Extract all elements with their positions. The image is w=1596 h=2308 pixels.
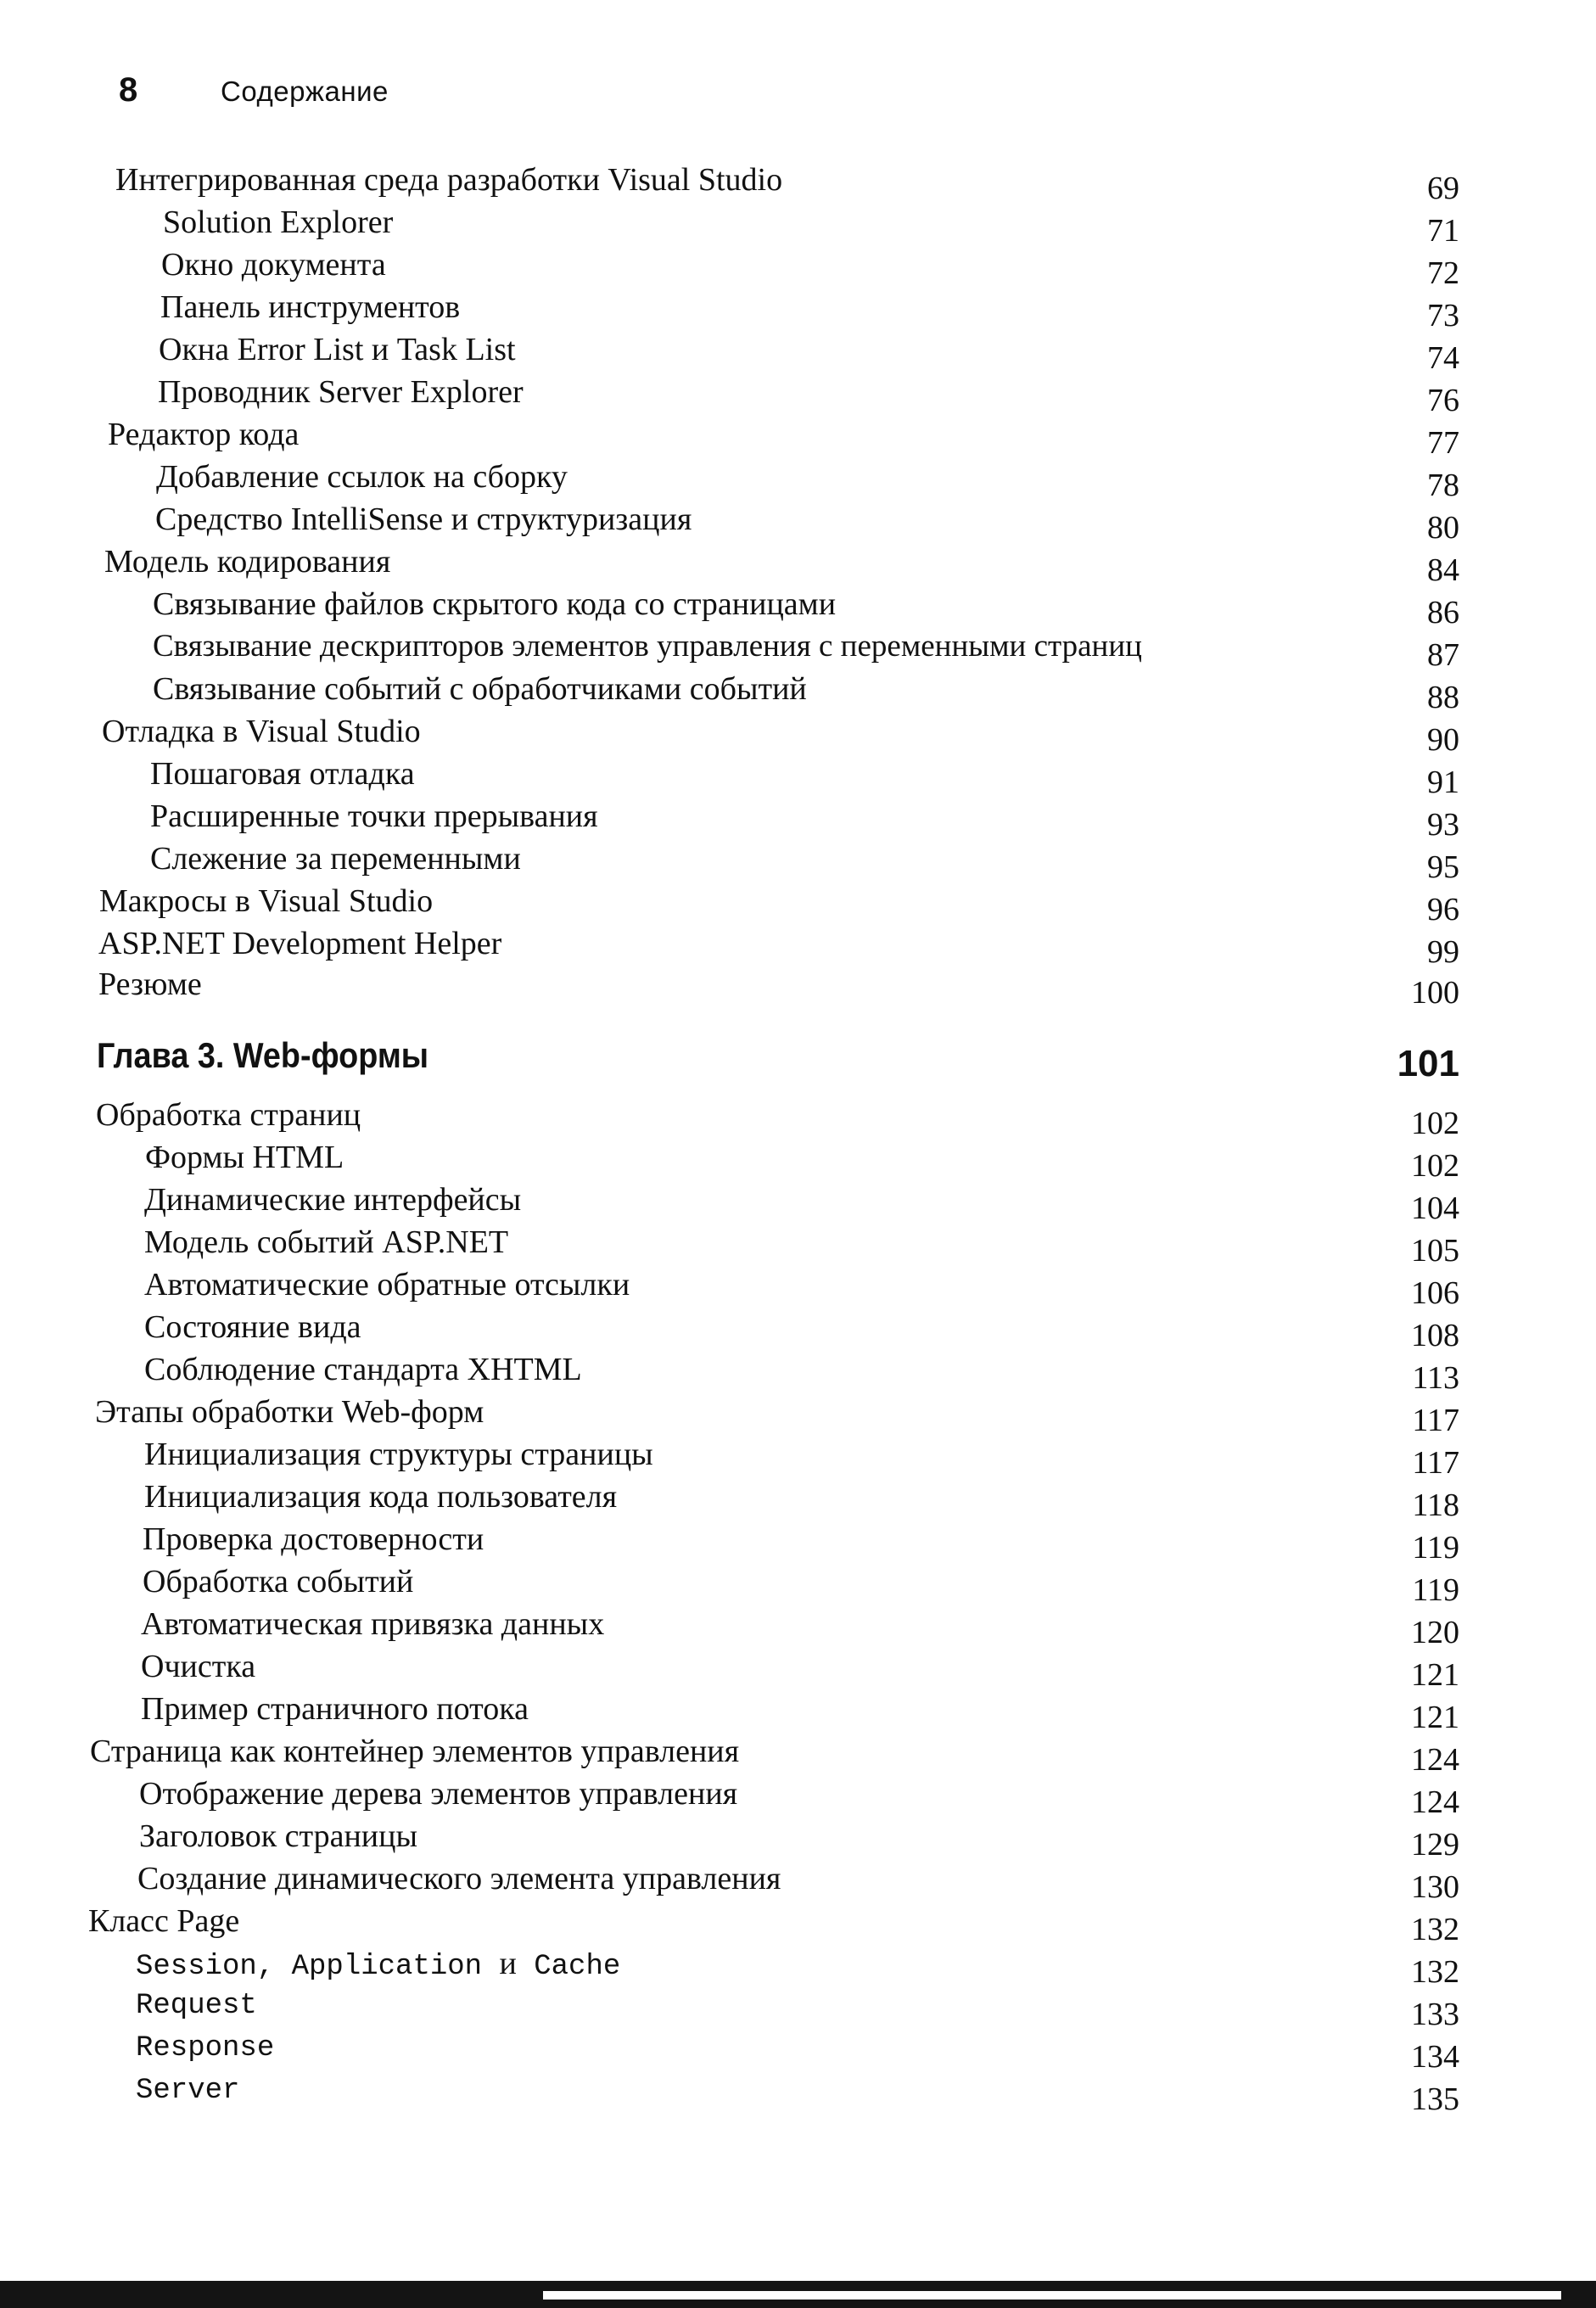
toc-entry-page: 100 (1411, 975, 1459, 1011)
toc-entry-page: 117 (1412, 1403, 1459, 1438)
toc-entry (0, 1561, 1459, 1608)
toc-entry-title: Отображение дерева элементов управления (139, 1776, 738, 1812)
toc-entry (0, 1434, 1459, 1481)
toc-entry-page: 119 (1412, 1530, 1459, 1566)
toc-entry-title: Проверка достоверности (143, 1521, 484, 1557)
toc-entry-page: 119 (1412, 1572, 1459, 1608)
toc-entry-page: 105 (1411, 1233, 1459, 1269)
toc-entry (0, 1137, 1459, 1184)
toc-entry-title: Solution Explorer (163, 204, 394, 240)
toc-entry (0, 626, 1459, 673)
toc-entry-title: Формы HTML (145, 1140, 344, 1175)
toc-entry-page: 80 (1427, 510, 1459, 546)
chapter-title: Глава 3. Web-формы (97, 1035, 429, 1075)
toc-entry-page: 87 (1427, 637, 1459, 673)
toc-entry-page: 108 (1411, 1318, 1459, 1353)
toc-entry-page: 132 (1411, 1912, 1459, 1947)
toc-entry (0, 1943, 1459, 1990)
toc-entry-page: 102 (1411, 1148, 1459, 1184)
toc-entry-page: 90 (1427, 722, 1459, 758)
toc-entry-title: Отладка в Visual Studio (102, 714, 421, 749)
toc-entry (0, 287, 1459, 333)
toc-entry-title: Средство IntelliSense и структуризация (155, 501, 692, 537)
toc-entry-page: 74 (1427, 340, 1459, 376)
toc-entry (0, 414, 1459, 461)
toc-entry-title: Модель кодирования (104, 544, 391, 580)
toc-entry-page: 71 (1427, 213, 1459, 249)
toc-entry-page: 134 (1411, 2039, 1459, 2075)
toc-entry (0, 160, 1459, 206)
toc-entry-page: 124 (1411, 1742, 1459, 1778)
toc-entry-title: Панель инструментов (160, 289, 461, 325)
toc-entry-page: 93 (1427, 807, 1459, 843)
toc-entry-title: Session, Application и Cache (136, 1946, 621, 1983)
toc-entry-title: ASP.NET Development Helper (98, 926, 502, 961)
toc-entry (0, 1264, 1459, 1311)
toc-entry-page: 86 (1427, 595, 1459, 630)
toc-entry-title: Класс Page (88, 1903, 240, 1939)
toc-entry-page: 133 (1411, 1997, 1459, 2032)
toc-entry-page: 113 (1412, 1360, 1459, 1396)
chapter-heading (0, 1032, 1459, 1083)
toc-entry-page: 117 (1412, 1445, 1459, 1481)
toc-entry (0, 711, 1459, 758)
toc-entry (0, 499, 1459, 546)
toc-entry-page: 77 (1427, 425, 1459, 461)
toc-entry-page: 96 (1427, 892, 1459, 927)
toc-entry-title: Очистка (141, 1649, 256, 1684)
chapter-page: 101 (1397, 1043, 1459, 1084)
toc-entry-title: Этапы обработки Web-форм (95, 1394, 484, 1430)
toc-entry (0, 1986, 1459, 2032)
toc-entry-page: 129 (1411, 1827, 1459, 1863)
toc-entry (0, 753, 1459, 800)
toc-entry-title: Окна Error List и Task List (159, 332, 516, 367)
toc-entry-page: 135 (1411, 2081, 1459, 2117)
toc-entry-page: 88 (1427, 680, 1459, 715)
toc-entry-page: 121 (1411, 1700, 1459, 1735)
toc-entry-title: Автоматическая привязка данных (141, 1606, 605, 1642)
toc-entry-page: 104 (1411, 1190, 1459, 1226)
toc-entry-title: Слежение за переменными (150, 841, 521, 877)
toc-entry (0, 541, 1459, 588)
toc-entry-title: Связывание дескрипторов элементов управления с переменными страниц (153, 629, 1142, 664)
toc-entry (0, 1095, 1459, 1141)
toc-entry-title: Добавление ссылок на сборку (156, 459, 568, 495)
toc-entry-title: Модель событий ASP.NET (144, 1224, 509, 1260)
toc-entry (0, 964, 1459, 1011)
toc-entry (0, 244, 1459, 291)
toc-entry-page: 106 (1411, 1275, 1459, 1311)
toc-entry-page: 132 (1411, 1954, 1459, 1990)
toc-entry-page: 69 (1427, 171, 1459, 206)
toc-entry (0, 2070, 1459, 2117)
toc-entry-title: Проводник Server Explorer (158, 374, 524, 410)
toc-entry-title: Состояние вида (144, 1309, 361, 1345)
toc-entry (0, 1519, 1459, 1566)
toc-entry (0, 1349, 1459, 1396)
toc-entry-title: Создание динамического элемента управления (137, 1861, 781, 1896)
toc-entry (0, 584, 1459, 630)
toc-entry (0, 1646, 1459, 1693)
toc-entry (0, 1773, 1459, 1820)
toc-entry (0, 669, 1459, 715)
toc-entry-page: 130 (1411, 1869, 1459, 1905)
toc-entry (0, 457, 1459, 503)
toc-entry-title: Динамические интерфейсы (144, 1182, 522, 1218)
toc-entry (0, 1476, 1459, 1523)
toc-entry (0, 1901, 1459, 1947)
page-header (119, 71, 389, 122)
toc-entry (0, 1689, 1459, 1735)
toc-entry-page: 102 (1411, 1106, 1459, 1141)
toc-entry-title: Request (136, 1990, 257, 2022)
toc-entry-page: 73 (1427, 298, 1459, 333)
toc-entry-title: Макросы в Visual Studio (99, 883, 434, 919)
toc-entry (0, 1604, 1459, 1650)
toc-entry-title: Связывание файлов скрытого кода со страницами (153, 586, 837, 622)
toc-entry-title: Автоматические обратные отсылки (144, 1267, 630, 1302)
running-title: Содержание (221, 76, 389, 107)
toc-entry (0, 1731, 1459, 1778)
toc-entry (0, 2028, 1459, 2075)
toc-entry (0, 1816, 1459, 1863)
toc-entry (0, 372, 1459, 418)
toc-entry (0, 329, 1459, 376)
toc-entry (0, 796, 1459, 843)
toc-entry (0, 1392, 1459, 1438)
toc-entry (0, 1858, 1459, 1905)
page-number: 8 (119, 71, 138, 109)
toc-entry-title: Инициализация кода пользователя (144, 1479, 618, 1515)
toc-entry-title: Страница как контейнер элементов управления (90, 1734, 740, 1769)
toc-entry (0, 1179, 1459, 1226)
toc-entry-page: 78 (1427, 468, 1459, 503)
toc-entry (0, 838, 1459, 885)
toc-entry (0, 1222, 1459, 1269)
toc-entry-page: 91 (1427, 765, 1459, 800)
toc-entry-title: Расширенные точки прерывания (150, 798, 598, 834)
toc-entry-page: 124 (1411, 1784, 1459, 1820)
toc-entry (0, 1307, 1459, 1353)
toc-entry-title: Редактор кода (108, 417, 300, 452)
toc-entry-title: Окно документа (161, 247, 386, 283)
toc-entry-page: 76 (1427, 383, 1459, 418)
toc-entry-title: Интегрированная среда разработки Visual Studio (115, 162, 783, 198)
toc-entry (0, 881, 1459, 927)
toc-entry-page: 99 (1427, 934, 1459, 970)
toc-entry-page: 72 (1427, 255, 1459, 291)
toc-entry-title: Server (136, 2075, 240, 2107)
toc-entry-page: 118 (1412, 1487, 1459, 1523)
toc-entry-title: Заголовок страницы (139, 1818, 417, 1854)
toc-entry-title: Связывание событий с обработчиками событий (153, 671, 807, 707)
toc-entry-page: 84 (1427, 552, 1459, 588)
toc-entry-title: Обработка событий (143, 1564, 414, 1599)
toc-entry-title: Резюме (98, 966, 202, 1002)
toc-entry-page: 120 (1411, 1615, 1459, 1650)
toc-entry-page: 121 (1411, 1657, 1459, 1693)
toc-entry-title: Инициализация структуры страницы (144, 1437, 653, 1472)
toc-entry-title: Обработка страниц (96, 1097, 361, 1133)
toc-entry (0, 923, 1459, 970)
toc-entry-title: Response (136, 2032, 275, 2064)
toc-entry-title: Соблюдение стандарта XHTML (144, 1352, 582, 1387)
toc-entry-title: Пример страничного потока (141, 1691, 529, 1727)
toc-entry-page: 95 (1427, 849, 1459, 885)
toc-entry-title: Пошаговая отладка (150, 756, 415, 792)
toc-entry (0, 202, 1459, 249)
scan-bottom-edge-gap (543, 2291, 1561, 2300)
